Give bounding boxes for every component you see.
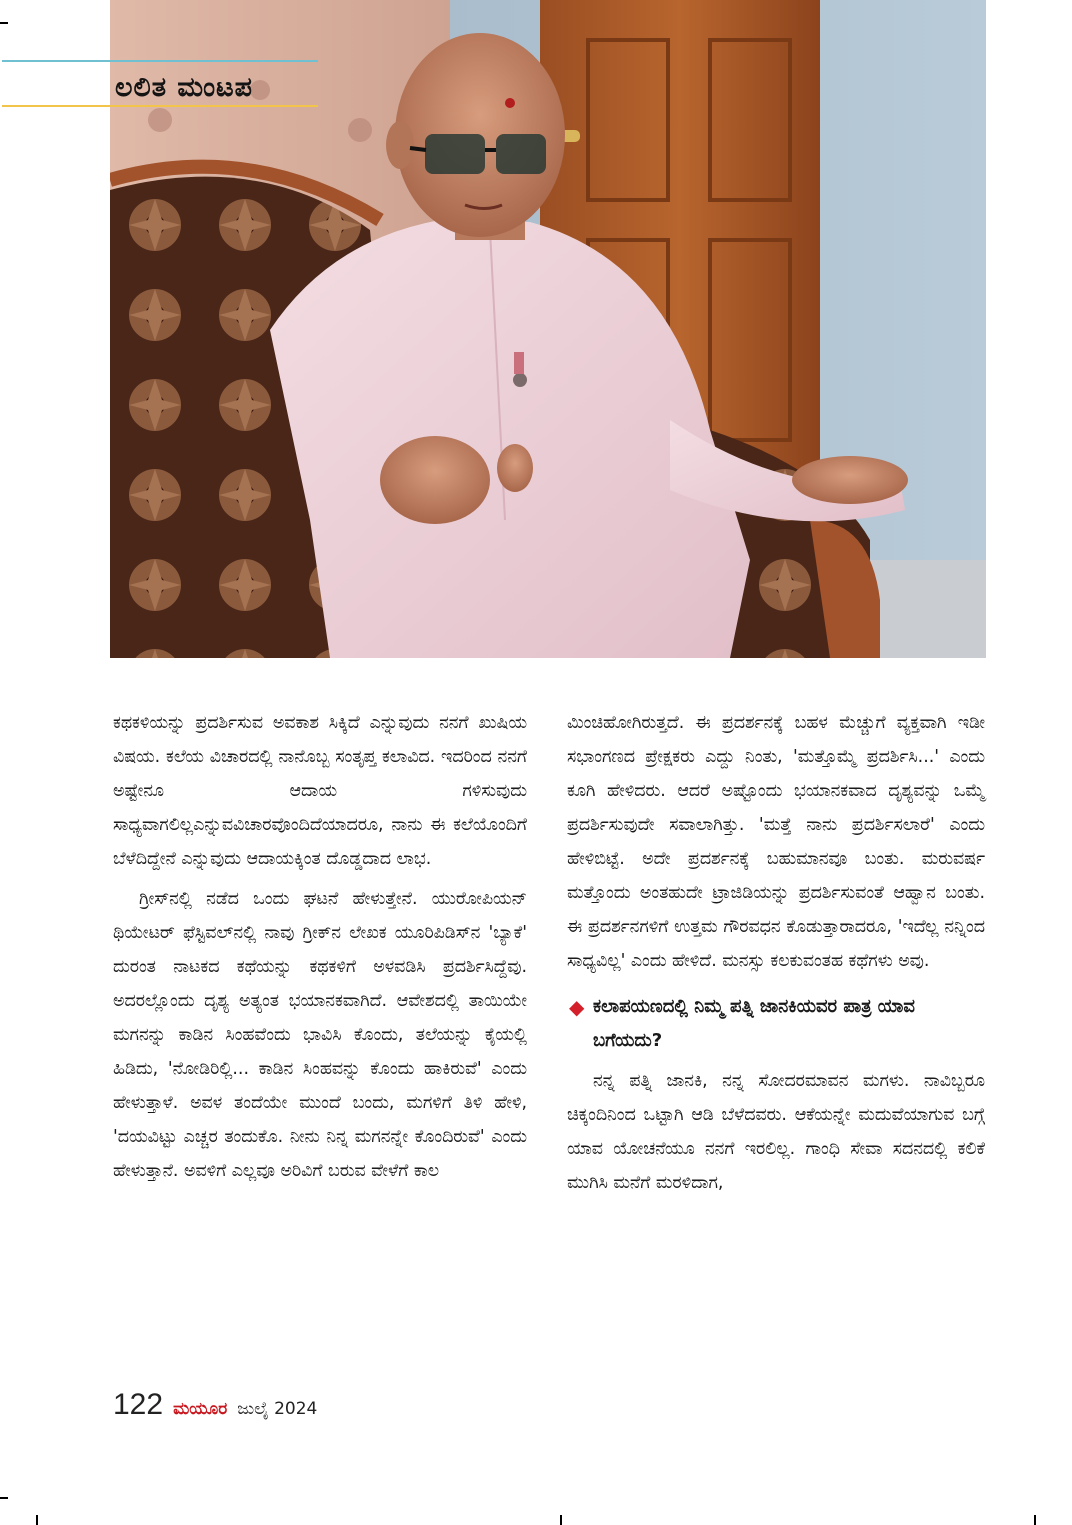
article-right-column [567,706,985,1206]
paragraph: ಕಥಕಳಿಯನ್ನು ಪ್ರದರ್ಶಿಸುವ ಅವಕಾಶ ಸಿಕ್ಕಿದೆ ಎನ್ನುವುದು ನನಗೆ ಖುಷಿಯ ವಿಷಯ. ಕಲೆಯ ವಿಚಾರದಲ್ಲಿ ನಾನೊಬ್ಬ ಸಂತೃಪ್ತ ಕಲಾವಿದ. ಇದರಿಂದ ನನಗೆ ಅಷ್ಟೇನೂ ಆದಾಯ ಗಳಿಸುವುದು ಸಾಧ್ಯವಾಗಲಿಲ್ಲಎನ್ನುವವಿಚಾರವೊಂದಿದೆಯಾದರೂ, ನಾನು ಈ ಕಲೆಯೊಂದಿಗೆ ಬೆಳೆದಿದ್ದೇನೆ ಎನ್ನುವುದು ಆದಾಯಕ್ಕಿಂತ ದೊಡ್ಡದಾದ ಲಾಭ. [113,713,527,869]
diamond-bullet-icon: ◆ [569,995,585,1019]
question-text: ಕಲಾಪಯಣದಲ್ಲಿ ನಿಮ್ಮ ಪತ್ನಿ ಜಾನಕಿಯವರ ಪಾತ್ರ ಯಾವ ಬಗೆಯದು? [593,996,915,1051]
paragraph: ಗ್ರೀಸ್‌ನಲ್ಲಿ ನಡೆದ ಒಂದು ಘಟನೆ ಹೇಳುತ್ತೇನೆ. ಯುರೋಪಿಯನ್ ಥಿಯೇಟರ್ ಫೆಸ್ಟಿವಲ್‌ನಲ್ಲಿ ನಾವು ಗ್ರೀಕ್‌ನ ಲೇಖಕ ಯೂರಿಪಿಡಿಸ್‌ನ 'ಬ್ಯಾಕೆ' ದುರಂತ ನಾಟಕದ ಕಥೆಯನ್ನು ಕಥಕಳಿಗೆ ಅಳವಡಿಸಿ ಪ್ರದರ್ಶಿಸಿದ್ದೆವು. ಅದರಲ್ಲೊಂದು ದೃಶ್ಯ ಅತ್ಯಂತ ಭಯಾನಕವಾಗಿದೆ. ಆವೇಶದಲ್ಲಿ ತಾಯಿಯೇ ಮಗನನ್ನು ಕಾಡಿನ ಸಿಂಹವೆಂದು ಭಾವಿಸಿ ಕೊಂದು, ತಲೆಯನ್ನು ಕೈಯಲ್ಲಿ ಹಿಡಿದು, 'ನೋಡಿರಿಲ್ಲಿ... ಕಾಡಿನ ಸಿಂಹವನ್ನು ಕೊಂದು ಹಾಕಿರುವೆ' ಎಂದು ಹೇಳುತ್ತಾಳೆ. ಅವಳ ತಂದೆಯೇ ಮುಂದೆ ಬಂದು, ಮಗಳಿಗೆ ತಿಳಿ ಹೇಳಿ, 'ದಯವಿಟ್ಟು ಎಚ್ಚರ ತಂದುಕೊ. ನೀನು ನಿನ್ನ ಮಗನನ್ನೇ ಕೊಂದಿರುವೆ' ಎಂದು ಹೇಳುತ್ತಾನೆ. ಅವಳಿಗೆ ಎಲ್ಲವೂ ಅರಿವಿಗೆ ಬರುವ ವೇಳೆಗೆ ಕಾಲ [113,889,527,1181]
paragraph: ಮಿಂಚಿಹೋಗಿರುತ್ತದೆ. ಈ ಪ್ರದರ್ಶನಕ್ಕೆ ಬಹಳ ಮೆಚ್ಚುಗೆ ವ್ಯಕ್ತವಾಗಿ ಇಡೀ ಸಭಾಂಗಣದ ಪ್ರೇಕ್ಷಕರು ಎದ್ದು ನಿಂತು, 'ಮತ್ತೊಮ್ಮೆ ಪ್ರದರ್ಶಿಸಿ...' ಎಂದು ಕೂಗಿ ಹೇಳಿದರು. ಆದರೆ ಅಷ್ಟೊಂದು ಭಯಾನಕವಾದ ದೃಶ್ಯವನ್ನು ಒಮ್ಮೆ ಪ್ರದರ್ಶಿಸುವುದೇ ಸವಾಲಾಗಿತ್ತು. 'ಮತ್ತೆ ನಾನು ಪ್ರದರ್ಶಿಸಲಾರೆ' ಎಂದು ಹೇಳಿಬಿಟ್ಟೆ. ಅದೇ ಪ್ರದರ್ಶನಕ್ಕೆ ಬಹುಮಾನವೂ ಬಂತು. ಮರುವರ್ಷ ಮತ್ತೊಂದು ಅಂತಹುದೇ ಟ್ರಾಜಿಡಿಯನ್ನು ಪ್ರದರ್ಶಿಸುವಂತೆ ಆಹ್ವಾನ ಬಂತು. ಈ ಪ್ರದರ್ಶನಗಳಿಗೆ ಉತ್ತಮ ಗೌರವಧನ ಕೊಡುತ್ತಾರಾದರೂ, 'ಇದೆಲ್ಲ ನನ್ನಿಂದ ಸಾಧ್ಯವಿಲ್ಲ' ಎಂದು ಹೇಳಿದೆ. ಮನಸ್ಸು ಕಲಕುವಂತಹ ಕಥೆಗಳು ಅವು. [567,713,985,971]
page-number: 122 [113,1388,164,1421]
article-left-column [113,706,527,1194]
paragraph: ನನ್ನ ಪತ್ನಿ ಜಾನಕಿ, ನನ್ನ ಸೋದರಮಾವನ ಮಗಳು. ನಾವಿಬ್ಬರೂ ಚಿಕ್ಕಂದಿನಿಂದ ಒಟ್ಟಾಗಿ ಆಡಿ ಬೆಳೆದವರು. ಆಕೆಯನ್ನೇ ಮದುವೆಯಾಗುವ ಬಗ್ಗೆ ಯಾವ ಯೋಚನೆಯೂ ನನಗೆ ಇರಲಿಲ್ಲ. ಗಾಂಧಿ ಸೇವಾ ಸದನದಲ್ಲಿ ಕಲಿಕೆ ಮುಗಿಸಿ ಮನೆಗೆ ಮರಳಿದಾಗ, [567,1071,985,1193]
section-label: ಲಲಿತ ಮಂಟಪ [115,72,253,103]
publication-name: ಮಯೂರ [173,1399,228,1419]
crop-mark-bottom-left [0,1497,8,1499]
interview-question [567,990,985,1058]
crop-mark-bottom-center [560,1515,562,1525]
yellow-header-rule [2,105,318,107]
page-footer [113,1388,317,1432]
publication-date: ಜುಲೈ 2024 [237,1399,318,1419]
crop-mark-bottom-left-2 [36,1515,38,1525]
teal-header-rule [2,60,318,62]
crop-mark-top-left [0,22,8,24]
crop-mark-bottom-right [1034,1515,1036,1525]
